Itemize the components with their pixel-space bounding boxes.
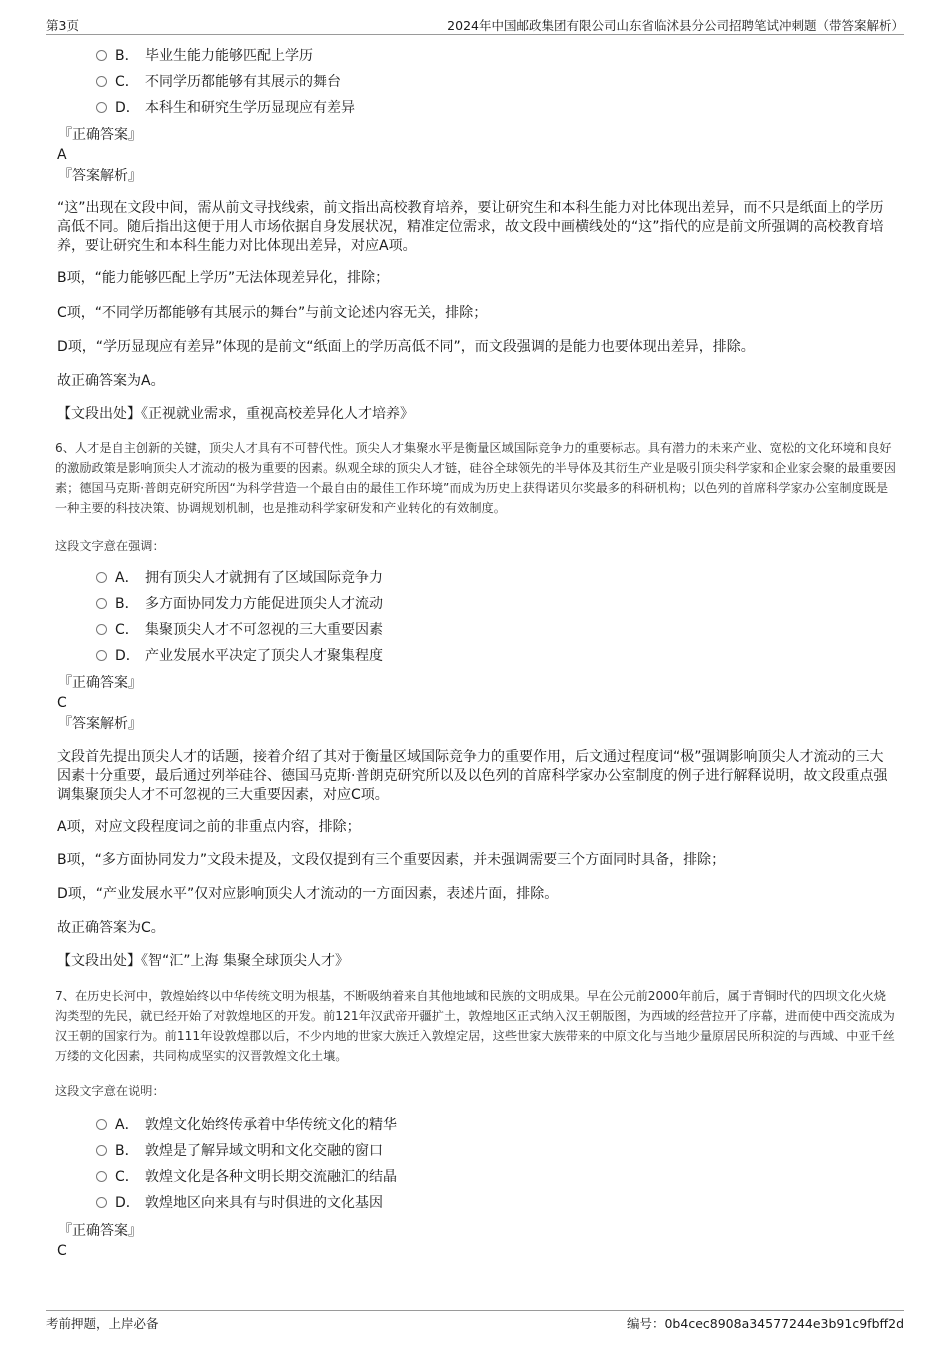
- q6-source: 【文段出处】《智“汇”上海 集聚全球顶尖人才》: [57, 953, 349, 969]
- q6-option-a[interactable]: A． 拥有顶尖人才就拥有了区域国际竞争力: [96, 567, 383, 589]
- q6-analysis-a: A项，对应文段程度词之前的非重点内容，排除；: [57, 819, 361, 835]
- document-id: 编号：0b4cec8908a34577244e3b91c9fbff2d: [626, 1316, 904, 1331]
- q6-answer-label: 『正确答案』: [58, 675, 142, 691]
- q6-analysis-label: 『答案解析』: [58, 716, 142, 732]
- q6-option-d[interactable]: D． 产业发展水平决定了顶尖人才聚集程度: [96, 645, 383, 667]
- q5-analysis-c: C项，“不同学历都能够有其展示的舞台”与前文论述内容无关，排除；: [57, 305, 488, 321]
- q5-analysis-d: D项，“学历显现应有差异”体现的是前文“纸面上的学历高低不同”，而文段强调的是能力也要体现出差异，排除。: [57, 339, 755, 355]
- q5-answer: A: [57, 147, 67, 163]
- q6-answer: C: [57, 695, 67, 711]
- radio-icon[interactable]: [96, 50, 107, 61]
- page-header: [46, 14, 904, 35]
- q6-option-b[interactable]: B． 多方面协同发力方能促进顶尖人才流动: [96, 593, 383, 615]
- page-footer: [46, 1310, 904, 1335]
- q6-analysis-d: D项，“产业发展水平”仅对应影响顶尖人才流动的一方面因素，表述片面，排除。: [57, 886, 559, 902]
- q5-analysis-label: 『答案解析』: [58, 168, 142, 184]
- q7-answer: C: [57, 1243, 67, 1259]
- q6-option-c[interactable]: C． 集聚顶尖人才不可忽视的三大重要因素: [96, 619, 383, 641]
- document-title: 2024年中国邮政集团有限公司山东省临沭县分公司招聘笔试冲刺题（带答案解析）: [447, 18, 904, 33]
- q6-conclusion: 故正确答案为C。: [57, 920, 165, 936]
- q5-option-c[interactable]: C． 不同学历都能够有其展示的舞台: [96, 71, 341, 93]
- q7-option-a[interactable]: A． 敦煌文化始终传承着中华传统文化的精华: [96, 1114, 397, 1136]
- q5-option-d[interactable]: D． 本科生和研究生学历显现应有差异: [96, 97, 355, 119]
- q6-stem: 这段文字意在强调：: [55, 539, 165, 553]
- q7-option-d[interactable]: D． 敦煌地区向来具有与时俱进的文化基因: [96, 1192, 383, 1214]
- q5-conclusion: 故正确答案为A。: [57, 373, 165, 389]
- radio-icon[interactable]: [96, 1197, 107, 1208]
- radio-icon[interactable]: [96, 624, 107, 635]
- radio-icon[interactable]: [96, 1119, 107, 1130]
- q6-analysis-b: B项，“多方面协同发力”文段未提及，文段仅提到有三个重要因素，并未强调需要三个方面同时具备，排除；: [57, 852, 726, 868]
- q5-source: 【文段出处】《正视就业需求，重视高校差异化人才培养》: [57, 406, 414, 422]
- radio-icon[interactable]: [96, 1171, 107, 1182]
- q5-analysis-b: B项，“能力能够匹配上学历”无法体现差异化，排除；: [57, 270, 390, 286]
- q5-answer-label: 『正确答案』: [58, 127, 142, 143]
- q6-analysis-main: 文段首先提出顶尖人才的话题，接着介绍了其对于衡量区域国际竞争力的重要作用，后文通过程度词“极”强调影响顶尖人才流动的三大因素十分重要，最后通过列举硅谷、德国马克斯·普朗克研究所以及以色列的首席科学家办公室制度的例子进行解释说明，故文段重点强调集聚顶尖人才不可忽视的三大重要因素，对应C项。: [57, 749, 888, 803]
- page-number: 第3页: [46, 18, 79, 33]
- q7-option-b[interactable]: B． 敦煌是了解异域文明和文化交融的窗口: [96, 1140, 383, 1162]
- radio-icon[interactable]: [96, 572, 107, 583]
- q6-passage: 6、人才是自主创新的关键，顶尖人才具有不可替代性。顶尖人才集聚水平是衡量区域国际竞争力的重要标志。具有潜力的未来产业、宽松的文化环境和良好的激励政策是影响顶尖人才流动的极为重要的因素。纵观全球的顶尖人才链，硅谷全球领先的半导体及其衍生产业是吸引顶尖科学家和企业家会聚的最重要因素；德国马克斯·普朗克研究所因“为科学营造一个最自由的最佳工作环境”而成为历史上获得诺贝尔奖最多的科研机构；以色列的首席科学家办公室制度既是一种主要的科技决策、协调规划机制，也是推动科学家研发和产业转化的有效制度。: [55, 441, 896, 515]
- q7-option-c[interactable]: C． 敦煌文化是各种文明长期交流融汇的结晶: [96, 1166, 397, 1188]
- radio-icon[interactable]: [96, 598, 107, 609]
- radio-icon[interactable]: [96, 102, 107, 113]
- q5-option-b[interactable]: B． 毕业生能力能够匹配上学历: [96, 45, 313, 67]
- q7-answer-label: 『正确答案』: [58, 1223, 142, 1239]
- q7-passage: 7、在历史长河中，敦煌始终以中华传统文明为根基，不断吸纳着来自其他地域和民族的文明成果。早在公元前2000年前后，属于青铜时代的四坝文化火烧沟类型的先民，就已经开始了对敦煌地区的开发。前121年汉武帝开疆扩土，敦煌地区正式纳入汉王朝版图，为西域的经营拉开了序幕，进而使中西交流成为汉王朝的国家行为。前111年设敦煌郡以后，不少内地的世家大族迁入敦煌定居，这些世家大族带来的中原文化与当地少量原居民所积淀的与西域、中亚千丝万缕的文化因素，共同构成坚实的汉晋敦煌文化土壤。: [55, 989, 895, 1063]
- footer-slogan: 考前押题，上岸必备: [46, 1316, 159, 1331]
- radio-icon[interactable]: [96, 1145, 107, 1156]
- radio-icon[interactable]: [96, 650, 107, 661]
- q7-stem: 这段文字意在说明：: [55, 1084, 165, 1098]
- radio-icon[interactable]: [96, 76, 107, 87]
- q5-analysis-main: “这”出现在文段中间，需从前文寻找线索，前文指出高校教育培养，要让研究生和本科生能力对比体现出差异，而不只是纸面上的学历高低不同。随后指出这便于用人市场依据自身发展状况，精准定位需求，故文段中画横线处的“这”指代的应是前文所强调的高校教育培养，要让研究生和本科生能力对比体现出差异，对应A项。: [57, 200, 884, 254]
